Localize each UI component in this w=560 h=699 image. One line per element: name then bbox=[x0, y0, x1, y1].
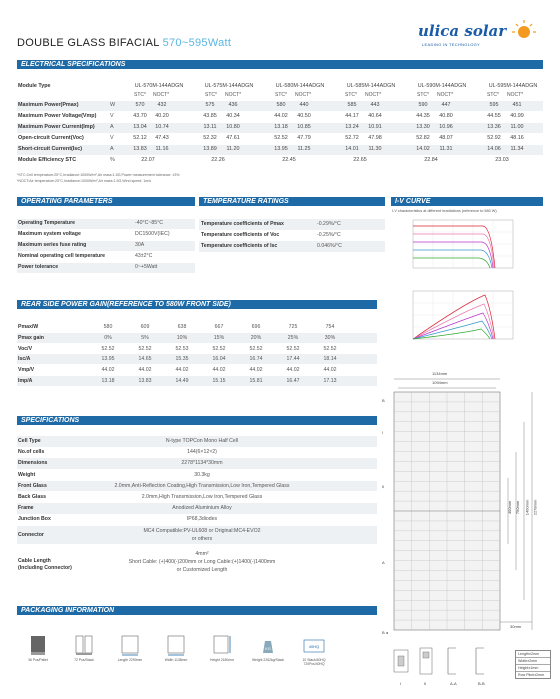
electrical-value: 48.07 bbox=[439, 135, 453, 141]
electrical-value: 11.25 bbox=[297, 146, 311, 152]
efficiency-label: Module Efficiency STC bbox=[18, 157, 77, 163]
rear-gain-label: Pmax/W bbox=[18, 324, 39, 330]
electrical-value: 10.80 bbox=[226, 124, 240, 130]
rear-gain-value: 14.49 bbox=[175, 378, 189, 384]
spec-row bbox=[17, 481, 377, 492]
electrical-value: 13.95 bbox=[274, 146, 288, 152]
electrical-value: 11.34 bbox=[510, 146, 524, 152]
rear-gain-value: 15.35 bbox=[175, 356, 189, 363]
rear-gain-value: 20% bbox=[250, 334, 262, 341]
spec-row bbox=[17, 503, 377, 514]
electrical-value: 14.01 bbox=[345, 146, 359, 152]
rear-gain-value: 16.47 bbox=[286, 378, 300, 384]
rear-gain-value: 580 bbox=[103, 324, 113, 330]
op-row bbox=[17, 252, 195, 262]
dim-400: 400mm bbox=[507, 500, 513, 515]
electrical-value: 44.55 bbox=[487, 113, 501, 119]
op-label: Maximum series fuse rating bbox=[18, 242, 87, 248]
spec-label: Frame bbox=[18, 505, 34, 512]
iv-line bbox=[413, 250, 492, 268]
rear-gain-value: 13.83 bbox=[138, 378, 152, 384]
tolerance-table bbox=[515, 650, 551, 679]
electrical-value: 585 bbox=[347, 102, 357, 108]
model-5: UL-595M-144ADGN bbox=[488, 83, 538, 89]
op-label: Nominal operating cell temperature bbox=[18, 253, 106, 259]
rear-gain-value: 52.53 bbox=[175, 345, 189, 352]
rear-gain-value: 44.02 bbox=[175, 367, 189, 374]
electrical-value: 11.30 bbox=[368, 146, 382, 152]
efficiency-value: 23.03 bbox=[495, 157, 509, 163]
electrical-value: 590 bbox=[418, 102, 428, 108]
operating-section-header: OPERATING PARAMETERS bbox=[17, 197, 195, 206]
electrical-label: Maximum Power(Pmax) bbox=[18, 102, 79, 108]
tolerance-item: Height±1mm bbox=[516, 665, 550, 672]
electrical-value: 47.43 bbox=[155, 135, 169, 141]
rear-gain-value: 52.52 bbox=[323, 345, 337, 352]
pallet-label: 36 Pcs/Pallet bbox=[28, 658, 48, 662]
op-value: -40°C~85°C bbox=[135, 220, 163, 226]
noct-label: NOCT* bbox=[365, 92, 382, 98]
rear-gain-row bbox=[17, 344, 377, 354]
electrical-label: Short-circuit Current(Isc) bbox=[18, 146, 83, 152]
spec-value: 144(6×12×2) bbox=[187, 449, 217, 456]
rear-gain-value: 16.74 bbox=[249, 356, 263, 363]
iv-caption: I-V characteristics at different irradiations (reference to 580 W) bbox=[392, 209, 497, 213]
pv-curve-chart bbox=[405, 289, 525, 349]
op-value: 0~+5Watt bbox=[135, 264, 158, 270]
packaging-section-header: PACKAGING INFORMATION bbox=[17, 606, 377, 615]
temperature-section-header: TEMPERATURE RATINGS bbox=[199, 197, 385, 206]
label-bb-arrow: B ◂ bbox=[382, 630, 388, 635]
electrical-value: 44.17 bbox=[345, 113, 359, 119]
spec-value: 2.0mm,High Transmission,Low Iron,Tempered Glass bbox=[141, 494, 263, 500]
section-views bbox=[390, 646, 510, 678]
rear-gain-value: 609 bbox=[140, 324, 150, 330]
electrical-value: 40.80 bbox=[439, 113, 453, 119]
cable-line1: Short Cable: (+)400(-)200mm or Long Cable:(+)1400(-)1400mm bbox=[128, 559, 276, 565]
spec-value: Anodized Aluminium Alloy bbox=[172, 505, 232, 512]
electrical-value: 11.20 bbox=[226, 146, 240, 152]
electrical-value: 43.70 bbox=[133, 113, 147, 119]
op-value: 30A bbox=[135, 242, 145, 248]
noct-label: NOCT* bbox=[437, 92, 454, 98]
rear-gain-value: 754 bbox=[325, 324, 335, 330]
logo-text: ulica solar bbox=[418, 22, 507, 40]
spec-value: 2.0mm,Anti-Reflection Coating,High Transmission,Low Iron,Tempered Glass bbox=[114, 482, 290, 489]
rear-gain-label: Imp/A bbox=[18, 378, 33, 384]
rear-gain-row bbox=[17, 322, 377, 332]
spec-label: Dimensions bbox=[18, 460, 48, 467]
electrical-unit: A bbox=[110, 146, 114, 152]
rear-gain-value: 10% bbox=[176, 334, 188, 341]
temp-row bbox=[199, 241, 385, 252]
cable-area: 4mm² bbox=[195, 551, 209, 557]
electrical-value: 13.24 bbox=[345, 124, 359, 130]
title-text: DOUBLE GLASS BIFACIAL bbox=[17, 37, 160, 49]
op-row bbox=[17, 241, 195, 251]
height-icon bbox=[212, 634, 232, 656]
spec-row bbox=[17, 470, 377, 481]
electrical-value: 44.02 bbox=[274, 113, 288, 119]
connector-line2: or others bbox=[191, 536, 213, 542]
electrical-value: 11.00 bbox=[510, 124, 524, 130]
pv-line bbox=[413, 329, 490, 339]
electrical-value: 40.64 bbox=[368, 113, 382, 119]
electrical-value: 11.16 bbox=[155, 146, 169, 152]
rear-gain-value: 15.15 bbox=[212, 378, 226, 384]
iv-curve-chart bbox=[405, 218, 525, 276]
model-1: UL-575M-144ADGN bbox=[204, 83, 254, 89]
spec-label: No.of cells bbox=[18, 449, 45, 456]
efficiency-unit: % bbox=[110, 157, 115, 163]
temp-label: Temperature coefficients of Isc bbox=[201, 243, 278, 249]
electrical-unit: V bbox=[110, 113, 114, 119]
rear-gain-value: 44.02 bbox=[323, 367, 337, 374]
model-2: UL-580M-144ADGN bbox=[275, 83, 325, 89]
noct-label: NOCT* bbox=[295, 92, 312, 98]
spec-row bbox=[17, 436, 377, 447]
dim-2278: 2278mm bbox=[532, 499, 538, 516]
temp-value: -0.29%/°C bbox=[317, 221, 341, 227]
tolerance-item: Width±2mm bbox=[516, 658, 550, 665]
stc-label: STC* bbox=[134, 92, 146, 98]
electrical-value: 580 bbox=[276, 102, 286, 108]
cable-label-sub: (Including Connector) bbox=[18, 565, 72, 571]
electrical-value: 575 bbox=[205, 102, 215, 108]
stc-noct-header bbox=[17, 91, 543, 101]
efficiency-value: 22.45 bbox=[282, 157, 296, 163]
spec-row bbox=[17, 492, 377, 503]
electrical-value: 14.02 bbox=[416, 146, 430, 152]
electrical-label: Open-circuit Current(Voc) bbox=[18, 135, 84, 141]
efficiency-row bbox=[17, 156, 543, 166]
cable-label: Cable Length bbox=[18, 558, 51, 564]
stc-label: STC* bbox=[417, 92, 429, 98]
specifications-section-header: SPECIFICATIONS bbox=[17, 416, 377, 425]
op-value: 43±2°C bbox=[135, 253, 153, 259]
temp-label: Temperature coefficients of Pmax bbox=[201, 221, 284, 227]
electrical-value: 13.30 bbox=[416, 124, 430, 130]
height-label: Height 2180mm bbox=[210, 658, 234, 662]
container-icon bbox=[302, 634, 326, 656]
rear-gain-row bbox=[17, 365, 377, 375]
stack-label: 72 Pcs/Stack bbox=[74, 658, 94, 662]
electrical-row bbox=[17, 101, 543, 111]
electrical-value: 13.36 bbox=[487, 124, 501, 130]
rear-gain-value: 44.02 bbox=[249, 367, 263, 374]
rear-gain-value: 725 bbox=[288, 324, 298, 330]
electrical-value: 595 bbox=[489, 102, 499, 108]
rear-gain-value: 15% bbox=[213, 334, 225, 341]
label-i: I bbox=[382, 430, 384, 435]
weight-label: Weight 2262kg/Stack bbox=[252, 658, 284, 662]
rear-gain-value: 17.44 bbox=[286, 356, 300, 363]
electrical-value: 443 bbox=[370, 102, 380, 108]
dim-depth: 30mm bbox=[510, 624, 522, 629]
label-a: A bbox=[382, 560, 385, 565]
electrical-row bbox=[17, 145, 543, 155]
rear-gain-value: 44.02 bbox=[286, 367, 300, 374]
tolerance-item: Length±2mm bbox=[516, 651, 550, 658]
width-label: Width 1138mm bbox=[164, 658, 188, 662]
connector-row bbox=[17, 526, 377, 544]
electrical-value: 10.91 bbox=[368, 124, 382, 130]
logo-tagline: LEADING IN TECHNOLOGY bbox=[422, 42, 481, 47]
kg-text: KG bbox=[265, 646, 271, 651]
electrical-value: 13.83 bbox=[133, 146, 147, 152]
rear-gain-value: 44.02 bbox=[138, 367, 152, 374]
rear-gain-value: 52.52 bbox=[212, 345, 226, 352]
iv-line bbox=[413, 226, 495, 268]
iv-line bbox=[413, 234, 494, 268]
rear-gain-value: 52.52 bbox=[286, 345, 300, 352]
length-icon bbox=[120, 634, 140, 656]
electrical-row bbox=[17, 134, 543, 144]
temp-label: Temperature coefficients of Voc bbox=[201, 232, 280, 238]
section-i: I bbox=[400, 681, 402, 686]
electrical-label: Maximum Power Voltage(Vmp) bbox=[18, 113, 97, 119]
label-b: B bbox=[382, 398, 385, 403]
rear-gain-value: 14.65 bbox=[138, 356, 152, 363]
length-label: Length 2290mm bbox=[117, 658, 143, 662]
rear-gain-value: 44.02 bbox=[212, 367, 226, 374]
op-label: Operating Temperature bbox=[18, 220, 75, 226]
section-bb: B-B bbox=[478, 681, 485, 686]
spec-row bbox=[17, 514, 377, 525]
noct-label: NOCT* bbox=[225, 92, 242, 98]
electrical-unit: A bbox=[110, 124, 114, 130]
noct-note: *NOCT:Air temperature:20°C,Irradiance:1000W/m²,Air mass:1.5G,Wind speed: 1m/s bbox=[17, 179, 152, 183]
noct-label: NOCT* bbox=[507, 92, 524, 98]
electrical-value: 432 bbox=[157, 102, 167, 108]
stc-label: STC* bbox=[345, 92, 357, 98]
electrical-unit: V bbox=[110, 135, 114, 141]
electrical-value: 47.61 bbox=[226, 135, 240, 141]
pallet-item bbox=[18, 634, 58, 662]
connector-line1: MC4 Compatible:PV-UL608 or Original:MC4-EVO2 bbox=[143, 528, 261, 534]
spec-value: IP68,3diodes bbox=[186, 516, 218, 523]
noct-label: NOCT* bbox=[153, 92, 170, 98]
temp-value: -0.25%/°C bbox=[317, 232, 341, 238]
electrical-value: 440 bbox=[299, 102, 309, 108]
cable-row bbox=[17, 550, 377, 580]
section-aa: A-A bbox=[450, 681, 457, 686]
electrical-value: 13.04 bbox=[133, 124, 147, 130]
op-label: Power tolerance bbox=[18, 264, 59, 270]
weight-item bbox=[248, 634, 288, 662]
electrical-value: 13.18 bbox=[274, 124, 288, 130]
efficiency-value: 22.26 bbox=[211, 157, 225, 163]
height-item bbox=[202, 634, 242, 662]
electrical-value: 47.79 bbox=[297, 135, 311, 141]
electrical-value: 447 bbox=[441, 102, 451, 108]
spec-value: 2278*1134*30mm bbox=[181, 460, 223, 467]
efficiency-value: 22.65 bbox=[353, 157, 367, 163]
rear-gain-value: 13.18 bbox=[101, 378, 115, 384]
weight-icon bbox=[258, 634, 278, 656]
electrical-value: 13.89 bbox=[203, 146, 217, 152]
rear-gain-section-header: REAR SIDE POWER GAIN(REFERENCE TO 580W FRONT SIDE) bbox=[17, 300, 377, 309]
rear-gain-value: 0% bbox=[104, 334, 112, 341]
electrical-value: 10.85 bbox=[297, 124, 311, 130]
electrical-value: 13.11 bbox=[203, 124, 217, 130]
temp-row bbox=[199, 219, 385, 230]
rear-gain-label: Pmax gain bbox=[18, 334, 44, 341]
model-4: UL-590M-144ADGN bbox=[417, 83, 467, 89]
electrical-value: 43.85 bbox=[203, 113, 217, 119]
stc-note: *STC:Cell temperature:25°C,Irradiance:1000W/m²,Air mass:1.5G,Power measurement tolerance: ±3% bbox=[17, 173, 180, 177]
electrical-unit: W bbox=[110, 102, 116, 108]
electrical-value: 52.12 bbox=[133, 135, 147, 141]
electrical-value: 10.96 bbox=[439, 124, 453, 130]
spec-row bbox=[17, 458, 377, 469]
cable-line2: or Customized Length bbox=[176, 567, 228, 573]
op-value: DC1500V(IEC) bbox=[135, 231, 170, 237]
rear-gain-value: 5% bbox=[141, 334, 149, 341]
title-range: 570~595Watt bbox=[162, 37, 232, 49]
rear-gain-value: 52.52 bbox=[138, 345, 152, 352]
rear-gain-value: 52.52 bbox=[249, 345, 263, 352]
temp-value: 0.046%/°C bbox=[317, 243, 342, 249]
tolerance-item: Row Pitch±2mm bbox=[518, 673, 545, 677]
electrical-section-header: ELECTRICAL SPECIFICATIONS bbox=[17, 60, 543, 69]
electrical-value: 10.74 bbox=[155, 124, 169, 130]
rear-gain-value: 638 bbox=[177, 324, 187, 330]
dim-1400: 1400mm bbox=[524, 499, 530, 516]
temp-row bbox=[199, 230, 385, 241]
electrical-value: 52.72 bbox=[345, 135, 359, 141]
electrical-value: 44.35 bbox=[416, 113, 430, 119]
electrical-value: 47.98 bbox=[368, 135, 382, 141]
op-row bbox=[17, 263, 195, 273]
electrical-value: 40.20 bbox=[155, 113, 169, 119]
rear-gain-value: 52.52 bbox=[101, 345, 115, 352]
electrical-value: 52.32 bbox=[203, 135, 217, 141]
width-item bbox=[156, 634, 196, 662]
stc-label: STC* bbox=[487, 92, 499, 98]
rear-gain-value: 25% bbox=[287, 334, 299, 341]
op-row bbox=[17, 219, 195, 229]
container-item bbox=[294, 634, 334, 666]
spec-label: Junction Box bbox=[18, 516, 51, 523]
module-type-label: Module Type bbox=[18, 83, 51, 89]
electrical-row bbox=[17, 123, 543, 133]
container-text: 40HQ bbox=[308, 644, 320, 649]
length-item bbox=[110, 634, 150, 662]
dim-width-outer: 1134mm bbox=[432, 371, 448, 376]
efficiency-value: 22.84 bbox=[424, 157, 438, 163]
spec-value: 30.3kg bbox=[194, 471, 210, 478]
spec-label: Cell Type bbox=[18, 438, 41, 444]
rear-gain-row bbox=[17, 376, 377, 386]
model-3: UL-585M-144ADGN bbox=[346, 83, 396, 89]
electrical-value: 40.34 bbox=[226, 113, 240, 119]
dim-790: 790mm bbox=[515, 500, 521, 515]
stack-icon bbox=[74, 634, 94, 656]
iv-line bbox=[413, 258, 490, 268]
op-label: Maximum system voltage bbox=[18, 231, 81, 237]
stc-label: STC* bbox=[275, 92, 287, 98]
rear-gain-value: 18.14 bbox=[323, 356, 337, 363]
efficiency-value: 22.07 bbox=[141, 157, 155, 163]
stack-item bbox=[64, 634, 104, 662]
rear-gain-value: 16.04 bbox=[212, 356, 226, 363]
rear-gain-value: 44.02 bbox=[101, 367, 115, 374]
dim-width-inner: 1094mm bbox=[432, 380, 448, 385]
spec-label: Weight bbox=[18, 471, 36, 478]
rear-gain-value: 667 bbox=[214, 324, 224, 330]
iv-section-header: I-V CURVE bbox=[391, 197, 543, 206]
rear-gain-row bbox=[17, 354, 377, 364]
electrical-value: 48.16 bbox=[510, 135, 524, 141]
electrical-value: 14.06 bbox=[487, 146, 501, 152]
electrical-value: 52.92 bbox=[487, 135, 501, 141]
stc-label: STC* bbox=[205, 92, 217, 98]
op-row bbox=[17, 230, 195, 240]
rear-gain-label: Vmp/V bbox=[18, 367, 35, 374]
electrical-value: 52.52 bbox=[274, 135, 288, 141]
rear-gain-value: 17.13 bbox=[323, 378, 337, 384]
rear-gain-label: Isc/A bbox=[18, 356, 31, 363]
spec-value: N-type TOPCon Mono Half Cell bbox=[165, 438, 239, 444]
electrical-value: 436 bbox=[228, 102, 238, 108]
brand-logo bbox=[414, 16, 544, 54]
electrical-label: Maximum Power Current(Imp) bbox=[18, 124, 95, 130]
rear-gain-label: Voc/V bbox=[18, 345, 33, 352]
rear-gain-value: 696 bbox=[251, 324, 261, 330]
spec-row bbox=[17, 447, 377, 458]
electrical-value: 11.31 bbox=[439, 146, 453, 152]
page-title bbox=[17, 37, 231, 49]
spec-label: Front Glass bbox=[18, 482, 47, 489]
electrical-value: 52.82 bbox=[416, 135, 430, 141]
section-ii: II bbox=[424, 681, 427, 686]
rear-gain-value: 30% bbox=[324, 334, 336, 341]
model-0: UL-570M-144ADGN bbox=[134, 83, 184, 89]
electrical-value: 451 bbox=[512, 102, 522, 108]
electrical-value: 40.99 bbox=[510, 113, 524, 119]
electrical-row bbox=[17, 112, 543, 122]
pallet-icon bbox=[28, 634, 48, 656]
electrical-value: 570 bbox=[135, 102, 145, 108]
spec-label: Back Glass bbox=[18, 494, 46, 500]
electrical-value: 40.50 bbox=[297, 113, 311, 119]
rear-gain-value: 15.81 bbox=[249, 378, 263, 384]
rear-gain-row bbox=[17, 333, 377, 343]
label-ii: II bbox=[382, 484, 385, 489]
container-label: 10 Stack/40HQ 720Pcs/40HQ bbox=[302, 658, 326, 666]
width-icon bbox=[166, 634, 186, 656]
connector-label: Connector bbox=[18, 532, 44, 538]
rear-gain-value: 13.95 bbox=[101, 356, 115, 363]
